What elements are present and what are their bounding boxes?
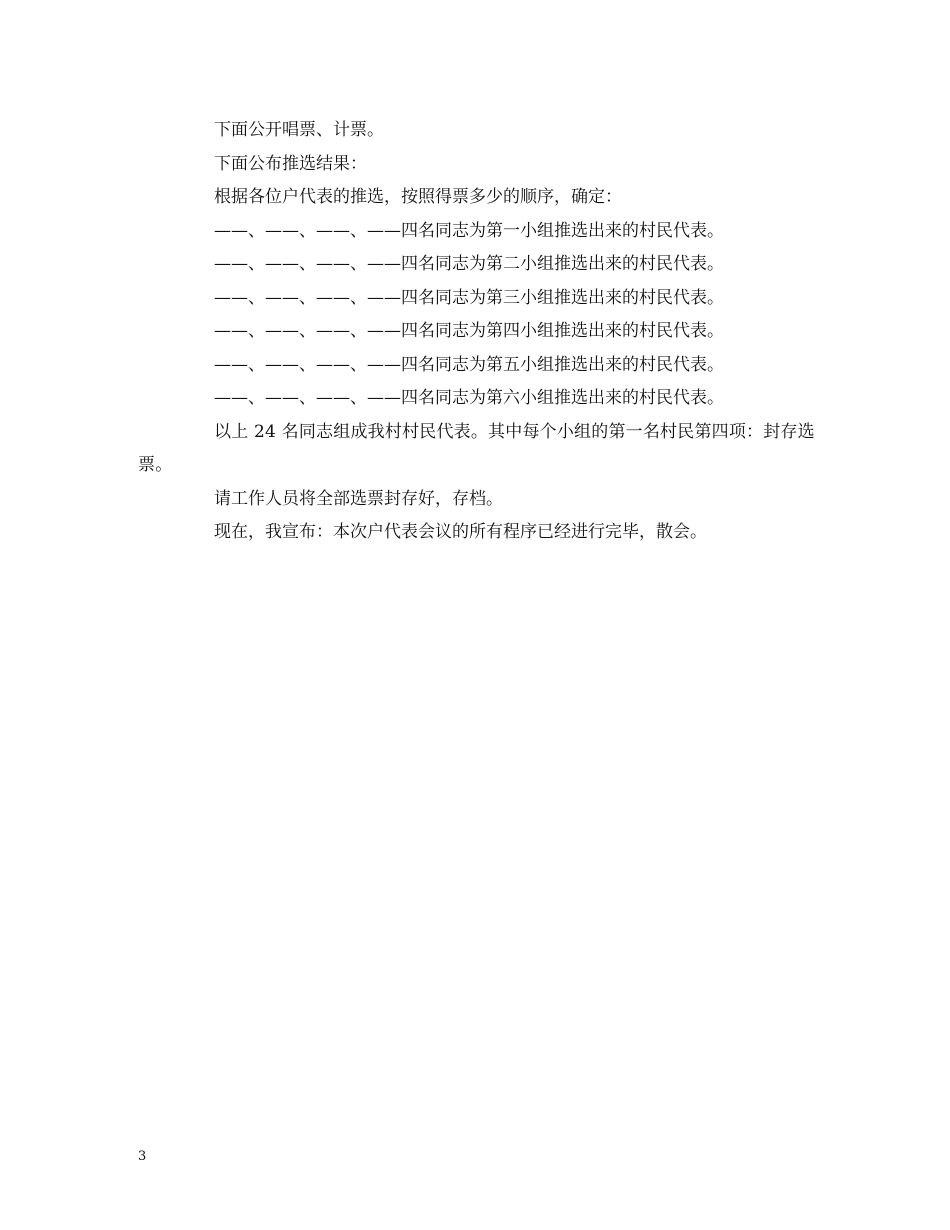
- paragraph-meeting-adjourned: 现在，我宣布：本次户代表会议的所有程序已经进行完毕，散会。: [214, 522, 707, 542]
- paragraph-group-1-representatives: ——、——、——、——四名同志为第一小组推选出来的村民代表。: [214, 220, 724, 241]
- paragraph-group-2-representatives: ——、——、——、——四名同志为第二小组推选出来的村民代表。: [214, 254, 724, 274]
- paragraph-seal-ballots: 请工作人员将全部选票封存好，存档。: [214, 488, 503, 509]
- paragraph-announce-results: 下面公布推选结果：: [214, 153, 367, 174]
- paragraph-vote-counting: 下面公开唱票、计票。: [214, 120, 384, 140]
- paragraph-group-6-representatives: ——、——、——、——四名同志为第六小组推选出来的村民代表。: [214, 388, 724, 408]
- paragraph-group-3-representatives: ——、——、——、——四名同志为第三小组推选出来的村民代表。: [214, 287, 724, 308]
- document-body: [138, 114, 818, 550]
- page-number: 3: [138, 1149, 147, 1164]
- paragraph-representatives-summary: 以上 24 名同志组成我村村民代表。其中每个小组的第一名村民第四项：封存选票。: [138, 421, 815, 475]
- paragraph-selection-basis: 根据各位户代表的推选，按照得票多少的顺序，确定：: [214, 187, 622, 207]
- paragraph-group-4-representatives: ——、——、——、——四名同志为第四小组推选出来的村民代表。: [214, 321, 724, 341]
- paragraph-group-5-representatives: ——、——、——、——四名同志为第五小组推选出来的村民代表。: [214, 354, 724, 375]
